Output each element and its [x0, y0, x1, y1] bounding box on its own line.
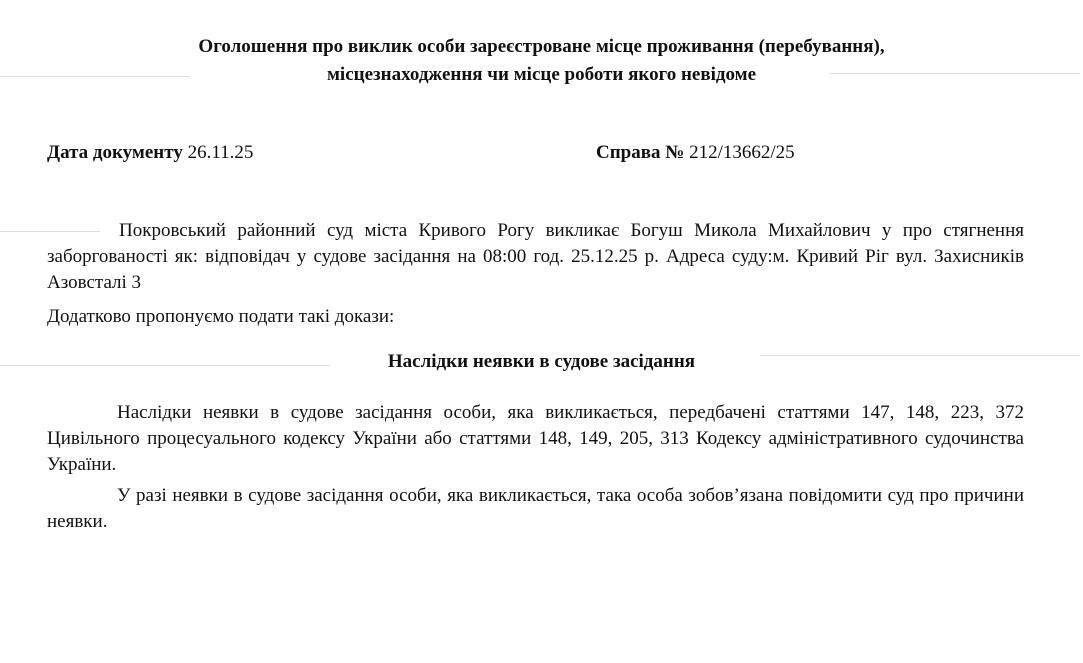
consequences-paragraph [47, 400, 1024, 478]
case-value: 212/13662/25 [689, 142, 795, 163]
summons-paragraph [47, 218, 1024, 296]
title-line-2: місцезнаходження чи місце роботи якого невідоме [326, 64, 757, 85]
consequences-text: Наслідки неявки в судове засідання особи, яка викликається, передбачені статтями 147, 148, 223, 372 Цивільного процесуального кодексу України або статтями 148, 149, 205, 313 Кодексу адміністративного судочинства України. [47, 402, 1024, 475]
evidence-paragraph [47, 304, 1024, 330]
case-label: Справа № [596, 142, 685, 163]
obligation-text: У разі неявки в судове засідання особи, яка викликається, така особа зобов’язана повідомити суд про причини неявки. [47, 485, 1024, 532]
obligation-paragraph [47, 483, 1024, 535]
date-label: Дата документу [47, 142, 183, 163]
document-date [47, 142, 253, 164]
consequences-heading: Наслідки неявки в судове засідання [387, 351, 696, 372]
summons-text: Покровський районний суд міста Кривого Рогу викликає Богуш Микола Михайлович у про стягнення заборгованості як: відповідач у судове засідання на 08:00 год. 25.12.25 р. Адреса суду:м. Кривий Ріг вул. Захисників Азовсталі 3 [47, 220, 1024, 293]
document-title [0, 33, 1083, 89]
date-value: 26.11.25 [187, 142, 254, 163]
evidence-text: Додатково пропонуємо подати такі докази: [47, 306, 395, 327]
case-number [596, 142, 795, 164]
title-line-1: Оголошення про виклик особи зареєстроване місце проживання (перебування), [198, 36, 885, 57]
